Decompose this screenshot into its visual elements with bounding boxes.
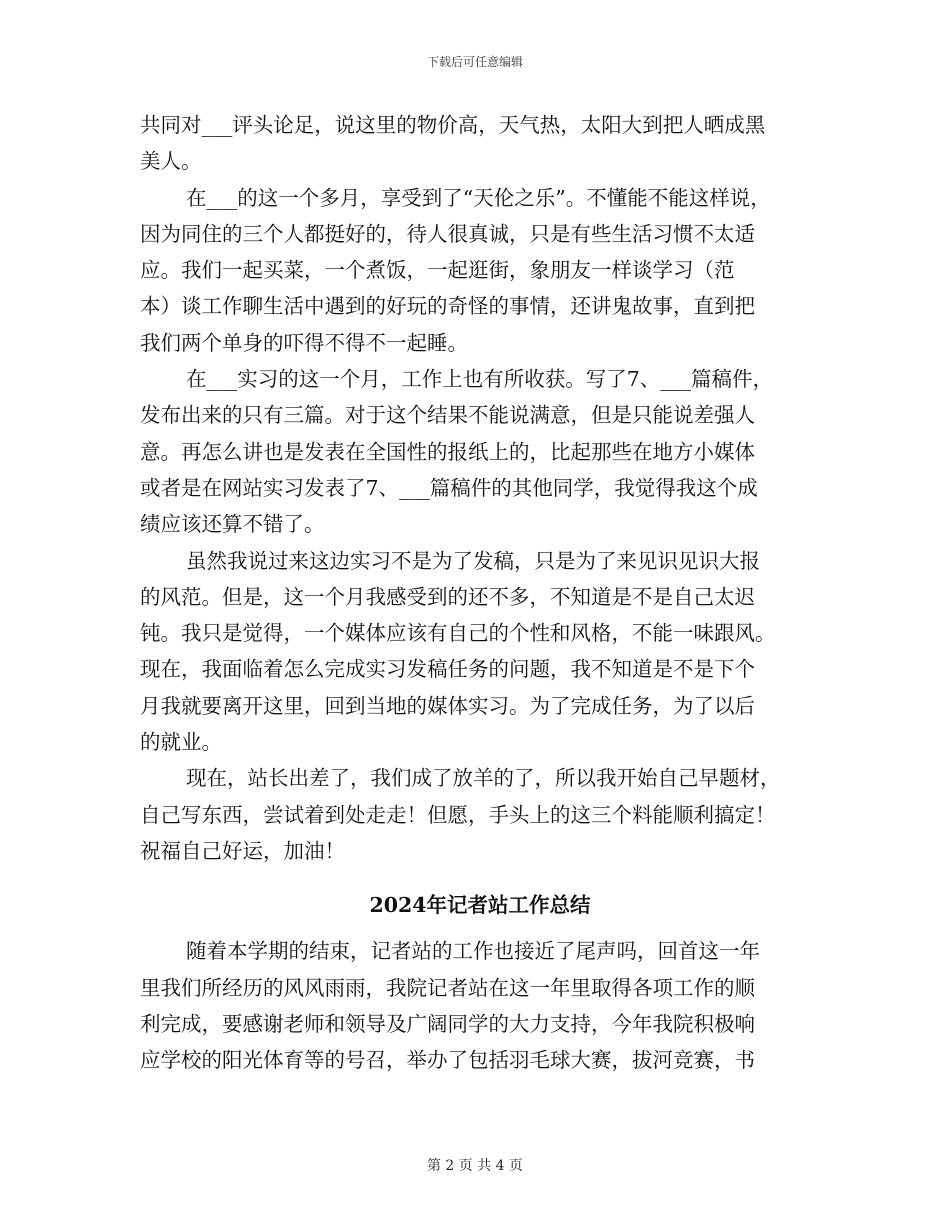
section-title: 2024年记者站工作总结: [369, 893, 591, 918]
text-line: 祝福自己好运，加油！: [140, 838, 345, 863]
paragraph-4: [140, 543, 820, 761]
page-header: 下载后可任意编辑: [426, 55, 523, 69]
text-line: 钝。我只是觉得，一个媒体应该有自己的个性和风格，不能一味跟风。: [140, 621, 776, 646]
text-line: 美人。: [140, 149, 202, 174]
text-line: 的就业。: [140, 730, 222, 755]
text-line: 绩应该还算不错了。: [140, 512, 325, 537]
text-line: 月我就要离开这里，回到当地的媒体实习。为了完成任务，为了以后: [140, 693, 755, 718]
text-line: 现在，站长出差了，我们成了放羊的了，所以我开始自己早题材，: [186, 766, 781, 791]
text-line: 本）谈工作聊生活中遇到的好玩的奇怪的事情，还讲鬼故事，直到把: [140, 294, 755, 319]
text-line: 发布出来的只有三篇。对于这个结果不能说满意，但是只能说差强人: [140, 403, 755, 428]
text-line: 随着本学期的结束，记者站的工作也接近了尾声吗，回首这一年: [186, 939, 760, 964]
text-line: 应学校的阳光体育等的号召，举办了包括羽毛球大赛，拔河竞赛，书: [140, 1048, 755, 1073]
page-footer: 第 2 页 共 4 页: [426, 1158, 524, 1174]
text-line: 共同对___评头论足，说这里的物价高，天气热，太阳大到把人晒成黑: [140, 113, 766, 137]
text-line: 我们两个单身的吓得不得不一起睡。: [140, 330, 468, 355]
text-line: 或者是在网站实习发表了7、___篇稿件的其他同学，我觉得我这个成: [140, 475, 758, 500]
text-line: 意。再怎么讲也是发表在全国性的报纸上的，比起那些在地方小媒体: [140, 439, 755, 464]
paragraph-2: [140, 180, 820, 361]
paragraph-5: [140, 760, 820, 869]
text-line: 的风范。但是，这一个月我感受到的还不多，不知道是不是自己太迟: [140, 584, 755, 609]
paragraph-6: [140, 933, 820, 1078]
text-line: 在___的这一个多月，享受到了“天伦之乐”。不懂能不能这样说，: [186, 185, 771, 210]
text-line: 应。我们一起买菜，一个煮饭，一起逛街，象朋友一样谈学习（范: [140, 258, 735, 283]
text-line: 因为同住的三个人都挺好的，待人很真诚，只是有些生活习惯不太适: [140, 221, 755, 246]
text-line: 利完成，要感谢老师和领导及广阔同学的大力支持，今年我院积极响: [140, 1011, 755, 1036]
paragraph-1: [140, 107, 820, 180]
text-line: 自己写东西，尝试着到处走走！但愿，手头上的这三个料能顺利搞定！: [140, 802, 776, 827]
paragraph-3: [140, 361, 820, 542]
text-line: 在___实习的这一个月，工作上也有所收获。写了7、___篇稿件，: [186, 367, 774, 392]
document-body: [140, 107, 820, 1078]
text-line: 现在，我面临着怎么完成实习发稿任务的问题，我不知道是不是下个: [140, 657, 755, 682]
text-line: 里我们所经历的风风雨雨，我院记者站在这一年里取得各项工作的顺: [140, 975, 755, 1000]
text-line: 虽然我说过来这边实习不是为了发稿，只是为了来见识见识大报: [186, 548, 760, 573]
